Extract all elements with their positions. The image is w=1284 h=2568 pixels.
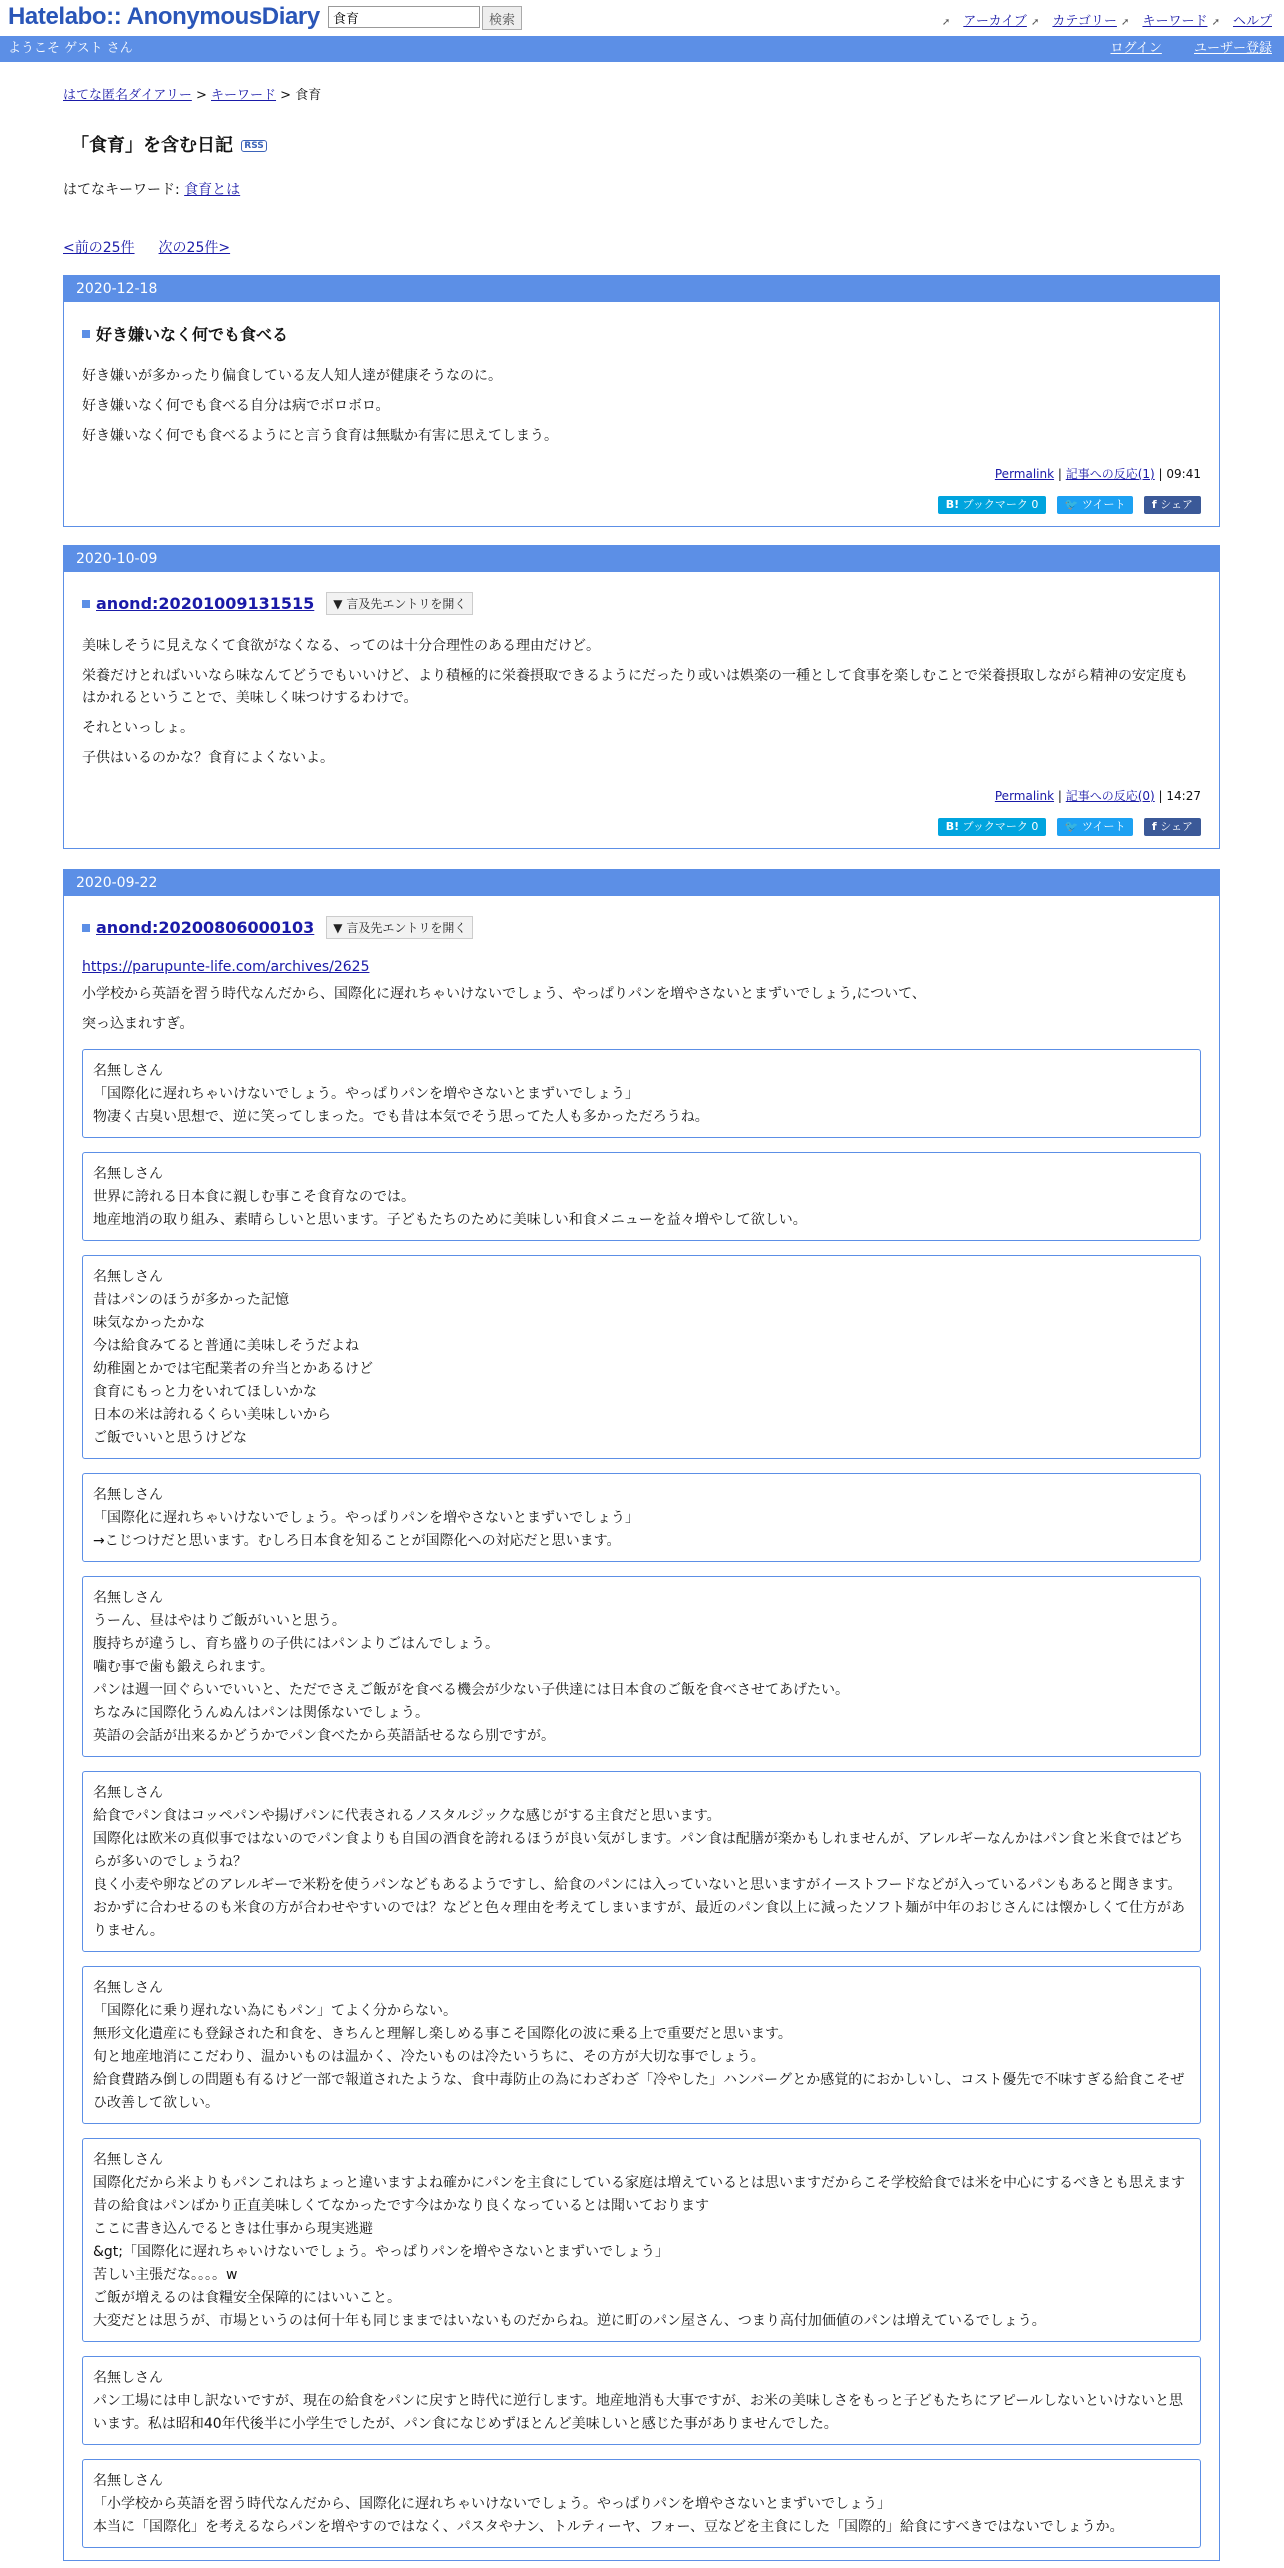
login-link[interactable]: ログイン — [1110, 41, 1162, 56]
tweet-label: ツイート — [1082, 820, 1126, 833]
keyword-link[interactable]: 食育とは — [184, 182, 241, 198]
hatena-bookmark-button[interactable]: B! ブックマーク 0 — [938, 818, 1047, 836]
entry-title — [82, 592, 1201, 615]
comment-line: ご飯でいいと思うけどな — [93, 1430, 247, 1446]
page-title — [71, 131, 1220, 157]
nav-archive[interactable]: アーカイブ — [963, 14, 1027, 29]
open-reference-button[interactable]: ▼ 言及先エントリを開く — [326, 592, 473, 615]
square-bullet-icon — [82, 924, 90, 932]
entry-title-link[interactable]: anond:20201009131515 — [96, 594, 315, 613]
facebook-icon: f — [1151, 498, 1157, 511]
comment-line: →こじつけだと思います。むしろ日本食を知ることが国際化への対応だと思います。 — [93, 1533, 621, 1549]
comment-line: ご飯が増えるのは食糧安全保障的にはいいこと。 — [93, 2290, 401, 2306]
hatena-label: ブックマーク — [962, 820, 1028, 833]
facebook-share-button[interactable] — [1144, 818, 1201, 836]
entry-paragraph: 好き嫌いが多かったり偏食している友人知人達が健康そうなのに。 — [82, 368, 502, 384]
comment-line: 昔の給食はパンばかり正直美味しくてなかったです今はかなり良くなっているとは聞いております — [93, 2198, 709, 2214]
comment-line: 今は給食みてると普通に美味しそうだよね — [93, 1338, 359, 1354]
comment-line: 国際化は欧米の真似事ではないのでパン食よりも自国の酒食を誇れるほうが良い気がします。パン食は配膳が楽かもしれませんが、アレルギーなんかはパン食と米食ではどちらが多いのでしょうね？ — [93, 1831, 1183, 1870]
share-bar — [82, 818, 1201, 836]
quoted-comment — [82, 1473, 1201, 1562]
site-logo[interactable]: Hatelabo:: AnonymousDiary — [8, 3, 320, 30]
facebook-label: シェア — [1160, 820, 1193, 833]
tweet-label: ツイート — [1082, 498, 1126, 511]
twitter-icon: 🐦 — [1064, 498, 1079, 511]
comment-line: 物凄く古臭い思想で、逆に笑ってしまった。でも昔は本気でそう思ってた人も多かっただろうね。 — [93, 1109, 709, 1125]
hatena-bookmark-button[interactable]: B! ブックマーク 0 — [938, 496, 1047, 514]
prev-page-link[interactable]: <前の25件 — [63, 240, 135, 256]
square-bullet-icon — [82, 600, 90, 608]
tweet-button[interactable] — [1057, 496, 1134, 514]
nav-help[interactable]: ヘルプ — [1232, 14, 1272, 29]
entry-time: 14:27 — [1166, 789, 1201, 803]
comment-line: 腹持ちが違うし、育ち盛りの子供にはパンよりごはんでしょう。 — [93, 1636, 499, 1652]
header-nav — [942, 10, 1272, 29]
breadcrumb-separator: > — [191, 88, 212, 103]
comment-line: 給食でパン食はコッペパンや揚げパンに代表されるノスタルジックな感じがする主食だと思います。 — [93, 1808, 721, 1824]
entry-paragraph: 子供はいるのかな？食育によくないよ。 — [82, 750, 334, 766]
user-bar — [0, 36, 1284, 62]
quoted-comment — [82, 2138, 1201, 2342]
site-header — [0, 0, 1284, 36]
reference-url-link[interactable]: https://parupunte-life.com/archives/2625 — [82, 959, 370, 975]
commenter-name: 名無しさん — [93, 1063, 163, 1079]
arrow-icon: ➚ — [1031, 17, 1040, 28]
entry-meta: Permalink | 記事への反応(1) | 09:41 — [994, 467, 1201, 481]
comment-list — [82, 1049, 1201, 2548]
permalink[interactable]: Permalink — [994, 467, 1055, 481]
entry-paragraph: 突っ込まれすぎ。 — [82, 1016, 194, 1032]
comment-line: うーん、昼はやはりご飯がいいと思う。 — [93, 1613, 346, 1629]
comment-line: ここに書き込んでるときは仕事から現実逃避 — [93, 2221, 373, 2237]
breadcrumb-separator: > — [276, 88, 296, 103]
nav-keyword[interactable]: キーワード — [1142, 14, 1208, 29]
comment-line: 給食費踏み倒しの問題も有るけど一部で報道されたような、食中毒防止の為にわざわざ「冷やした」ハンバーグとか感覚的におかしいし、コスト優先で不味すぎる給食こそぜひ改善して欲しい。 — [93, 2072, 1185, 2111]
main-content — [63, 72, 1220, 2561]
entry-title-text: 好き嫌いなく何でも食べる — [96, 325, 289, 344]
commenter-name: 名無しさん — [93, 1166, 163, 1182]
arrow-icon: ➚ — [941, 17, 951, 28]
entry-date: 2020-09-22 — [64, 870, 1219, 896]
comment-line: ちなみに国際化うんぬんはパンは関係ないでしょう。 — [93, 1705, 429, 1721]
comment-line: おかずに合わせるのも米食の方が合わせやすいのでは？などと色々理由を考えてしまいますが、最近のパン食以上に減ったソフト麺が中年のおじさんには懐かしくて仕方がありません。 — [93, 1900, 1185, 1939]
breadcrumb-home[interactable]: はてな匿名ダイアリー — [63, 88, 192, 103]
entry-paragraph: それといっしょ。 — [82, 720, 194, 736]
entry-paragraph: 栄養だけとればいいなら味なんてどうでもいいけど、より積極的に栄養摂取できるようにだったり或いは娯楽の一種として食事を楽しむことで栄養摂取しながら精神の安定度もはかれるということで、美味しく味つけするわけで。 — [82, 668, 1188, 706]
comment-line: 食育にもっと力をいれてほしいかな — [93, 1384, 317, 1400]
hatena-count: 0 — [1031, 498, 1039, 511]
commenter-name: 名無しさん — [93, 2473, 163, 2489]
entry-title — [82, 322, 1201, 345]
twitter-icon: 🐦 — [1064, 820, 1079, 833]
square-bullet-icon — [82, 330, 90, 338]
keyword-line — [63, 179, 1220, 199]
comment-line: 噛む事で歯も鍛えられます。 — [93, 1659, 274, 1675]
entry-meta: Permalink | 記事への反応(0) | 14:27 — [994, 789, 1201, 803]
comment-line: 「国際化に乗り遅れない為にもパン」てよく分からない。 — [93, 2003, 457, 2019]
comment-line: 英語の会話が出来るかどうかでパン食べたから英語話せるなら別ですが。 — [93, 1728, 555, 1744]
register-link[interactable]: ユーザー登録 — [1193, 41, 1272, 56]
open-reference-button[interactable]: ▼ 言及先エントリを開く — [326, 916, 473, 939]
comment-line: 昔はパンのほうが多かった記憶 — [93, 1292, 289, 1308]
commenter-name: 名無しさん — [93, 1785, 163, 1801]
quoted-comment — [82, 1966, 1201, 2124]
arrow-icon: ➚ — [1211, 17, 1220, 28]
facebook-label: シェア — [1160, 498, 1193, 511]
comment-line: 旬と地産地消にこだわり、温かいものは温かく、冷たいものは冷たいうちに、その方が大切な事でしょう。 — [93, 2049, 765, 2065]
entry-time: 09:41 — [1166, 467, 1201, 481]
nav-category[interactable]: カテゴリー — [1052, 14, 1117, 29]
next-page-link[interactable]: 次の25件> — [158, 240, 231, 256]
commenter-name: 名無しさん — [93, 1590, 163, 1606]
comment-line: 無形文化遺産にも登録された和食を、きちんと理解し楽しめる事こそ国際化の波に乗る上で重要だと思います。 — [93, 2026, 792, 2042]
comment-line: 国際化だから米よりもパンこれはちょっと違いますよね確かにパンを主食にしている家庭は増えているとは思いますだからこそ学校給食では米を中心にするべきとも思えます — [93, 2175, 1185, 2191]
tweet-button[interactable] — [1057, 818, 1134, 836]
comment-line: 本当に「国際化」を考えるならパンを増やすのではなく、パスタやナン、トルティーヤ、フォー、豆などを主食にした「国際的」給食にすべきではないでしょうか。 — [93, 2519, 1124, 2535]
comment-line: 苦しい主張だな。。。。w — [93, 2267, 238, 2283]
commenter-name: 名無しさん — [93, 2152, 163, 2168]
welcome-text: ようこそ ゲスト さん — [8, 41, 133, 56]
commenter-name: 名無しさん — [93, 1980, 163, 1996]
comment-line: &gt;「国際化に遅れちゃいけないでしょう。やっぱりパンを増やさないとまずいでしょう」 — [93, 2244, 670, 2260]
quoted-comment — [82, 1771, 1201, 1952]
arrow-icon: ➚ — [1121, 17, 1130, 28]
quoted-comment — [82, 1049, 1201, 1138]
entry-date: 2020-10-09 — [64, 546, 1219, 572]
comment-line: 日本の米は誇れるくらい美味しいから — [93, 1407, 331, 1423]
comment-line: パン工場には申し訳ないですが、現在の給食をパンに戻すと時代に逆行します。地産地消も大事ですが、お米の美味しさをもっと子どもたちにアピールしないといけないと思います。私は昭和40年代後半に小学生でしたが、パン食になじめずほとんど美味しいと感じた事がありませんでした。 — [93, 2393, 1184, 2432]
breadcrumb-keyword[interactable]: キーワード — [211, 88, 277, 103]
reactions-link[interactable]: 記事への反応(0) — [1065, 789, 1155, 803]
entry-paragraph: 好き嫌いなく何でも食べるようにと言う食育は無駄か有害に思えてしまう。 — [82, 428, 558, 444]
comment-line: 幼稚園とかでは宅配業者の弁当とかあるけど — [93, 1361, 373, 1377]
diary-entry — [63, 545, 1220, 849]
quoted-comment — [82, 2459, 1201, 2548]
entry-title — [82, 916, 1201, 939]
page-title-text: 「食育」を含む日記 — [71, 135, 233, 156]
diary-entry — [63, 275, 1220, 527]
comment-line: 「小学校から英語を習う時代なんだから、国際化に遅れちゃいけないでしょう。やっぱりパンを増やさないとまずいでしょう」 — [93, 2496, 891, 2512]
comment-line: 世界に誇れる日本食に親しむ事こそ食育なのでは。 — [93, 1189, 415, 1205]
commenter-name: 名無しさん — [93, 1269, 163, 1285]
pager — [63, 237, 1220, 257]
diary-entry — [63, 869, 1220, 2561]
permalink[interactable]: Permalink — [994, 789, 1055, 803]
breadcrumb-current: 食育 — [295, 88, 322, 103]
entry-title-link[interactable]: anond:20200806000103 — [96, 918, 315, 937]
commenter-name: 名無しさん — [93, 1487, 163, 1503]
comment-line: 地産地消の取り組み、素晴らしいと思います。子どもたちのために美味しい和食メニューを益々増やして欲しい。 — [93, 1212, 807, 1228]
comment-line: 大変だとは思うが、市場というのは何十年も同じままではいないものだからね。逆に町のパン屋さん、つまり高付加価値のパンは増えているでしょう。 — [93, 2313, 1046, 2329]
quoted-comment — [82, 1576, 1201, 1757]
comment-line: 味気なかったかな — [93, 1315, 205, 1331]
entry-paragraph: 小学校から英語を習う時代なんだから、国際化に遅れちゃいけないでしょう、やっぱりパンを増やさないとまずいでしょう,について、 — [82, 986, 926, 1002]
quoted-comment — [82, 1255, 1201, 1459]
commenter-name: 名無しさん — [93, 2370, 163, 2386]
entry-paragraph: 好き嫌いなく何でも食べる自分は病でボロボロ。 — [82, 398, 390, 414]
comment-line: 「国際化に遅れちゃいけないでしょう。やっぱりパンを増やさないとまずいでしょう」 — [93, 1510, 639, 1526]
share-bar — [82, 496, 1201, 514]
quoted-comment — [82, 1152, 1201, 1241]
comment-line: 「国際化に遅れちゃいけないでしょう。やっぱりパンを増やさないとまずいでしょう」 — [93, 1086, 639, 1102]
comment-line: 良く小麦や卵などのアレルギーで米粉を使うパンなどもあるようですし、給食のパンには入っていないと思いますがイーストフードなどが入っているパンもあると聞きます。 — [93, 1877, 1182, 1893]
breadcrumb — [63, 84, 1220, 103]
entry-date: 2020-12-18 — [64, 276, 1219, 302]
rss-icon[interactable]: RSS — [241, 140, 267, 152]
hatena-label: ブックマーク — [962, 498, 1028, 511]
search-input[interactable] — [328, 6, 480, 28]
facebook-icon: f — [1151, 820, 1157, 833]
facebook-share-button[interactable] — [1144, 496, 1201, 514]
hatena-count: 0 — [1031, 820, 1039, 833]
quoted-comment — [82, 2356, 1201, 2445]
entry-paragraph: 美味しそうに見えなくて食欲がなくなる、ってのは十分合理性のある理由だけど。 — [82, 638, 600, 654]
keyword-label: はてなキーワード: — [63, 182, 185, 198]
search-button[interactable]: 検索 — [482, 6, 522, 30]
reactions-link[interactable]: 記事への反応(1) — [1065, 467, 1155, 481]
comment-line: パンは週一回ぐらいでいいと、ただでさえご飯がを食べる機会が少ない子供達には日本食のご飯を食べさせてあげたい。 — [93, 1682, 849, 1698]
